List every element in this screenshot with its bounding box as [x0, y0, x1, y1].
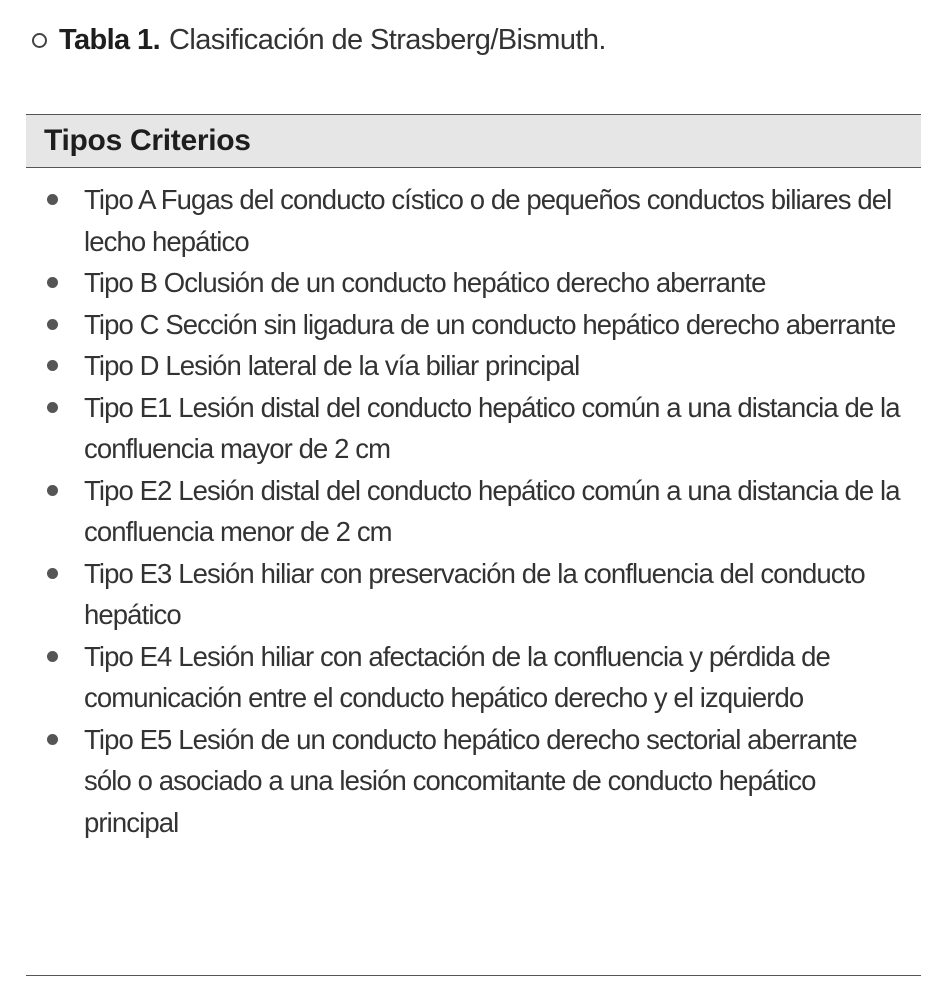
table-caption	[32, 20, 606, 60]
list-item-text: Tipo E3 Lesión hiliar con preservación de la confluencia del conducto hepático	[84, 557, 865, 630]
classification-table	[26, 114, 921, 843]
list-item	[26, 553, 921, 636]
list-item	[26, 470, 921, 553]
list-item	[26, 262, 921, 304]
list-item	[26, 387, 921, 470]
list-item-text: Tipo E5 Lesión de un conducto hepático derecho sectorial aberrante sólo o asociado a una lesión concomitante de conducto hepático principal	[84, 723, 857, 838]
list-item	[26, 636, 921, 719]
list-item-text: Tipo B Oclusión de un conducto hepático derecho aberrante	[84, 267, 766, 298]
list-item	[26, 345, 921, 387]
list-item-text: Tipo D Lesión lateral de la vía biliar principal	[84, 350, 580, 381]
bullet-icon	[47, 319, 58, 330]
criteria-list	[26, 168, 921, 843]
bullet-icon	[47, 402, 58, 413]
list-item-text: Tipo E2 Lesión distal del conducto hepático común a una distancia de la confluencia menor de 2 cm	[84, 474, 900, 547]
table-bottom-rule	[26, 975, 921, 976]
table-header-text: Tipos Criterios	[44, 124, 251, 157]
list-item-text: Tipo E4 Lesión hiliar con afectación de la confluencia y pérdida de comunicación entre el conducto hepático derecho y el izquierdo	[84, 640, 830, 713]
bullet-icon	[47, 651, 58, 662]
circle-bullet-icon	[32, 33, 47, 48]
bullet-icon	[47, 194, 58, 205]
table-header	[26, 114, 921, 168]
list-item	[26, 719, 921, 844]
bullet-icon	[47, 568, 58, 579]
list-item-text: Tipo E1 Lesión distal del conducto hepático común a una distancia de la confluencia mayor de 2 cm	[84, 391, 900, 464]
list-item-text: Tipo A Fugas del conducto cístico o de pequeños conductos biliares del lecho hepático	[84, 184, 892, 257]
list-item-text: Tipo C Sección sin ligadura de un conducto hepático derecho aberrante	[84, 308, 896, 340]
bullet-icon	[47, 485, 58, 496]
bullet-icon	[47, 360, 58, 371]
caption-text: Clasificación de Strasberg/Bismuth.	[169, 23, 606, 56]
list-item	[26, 304, 921, 346]
bullet-icon	[47, 734, 58, 745]
caption-label: Tabla 1.	[59, 23, 161, 56]
list-item	[26, 179, 921, 262]
bullet-icon	[47, 277, 58, 288]
